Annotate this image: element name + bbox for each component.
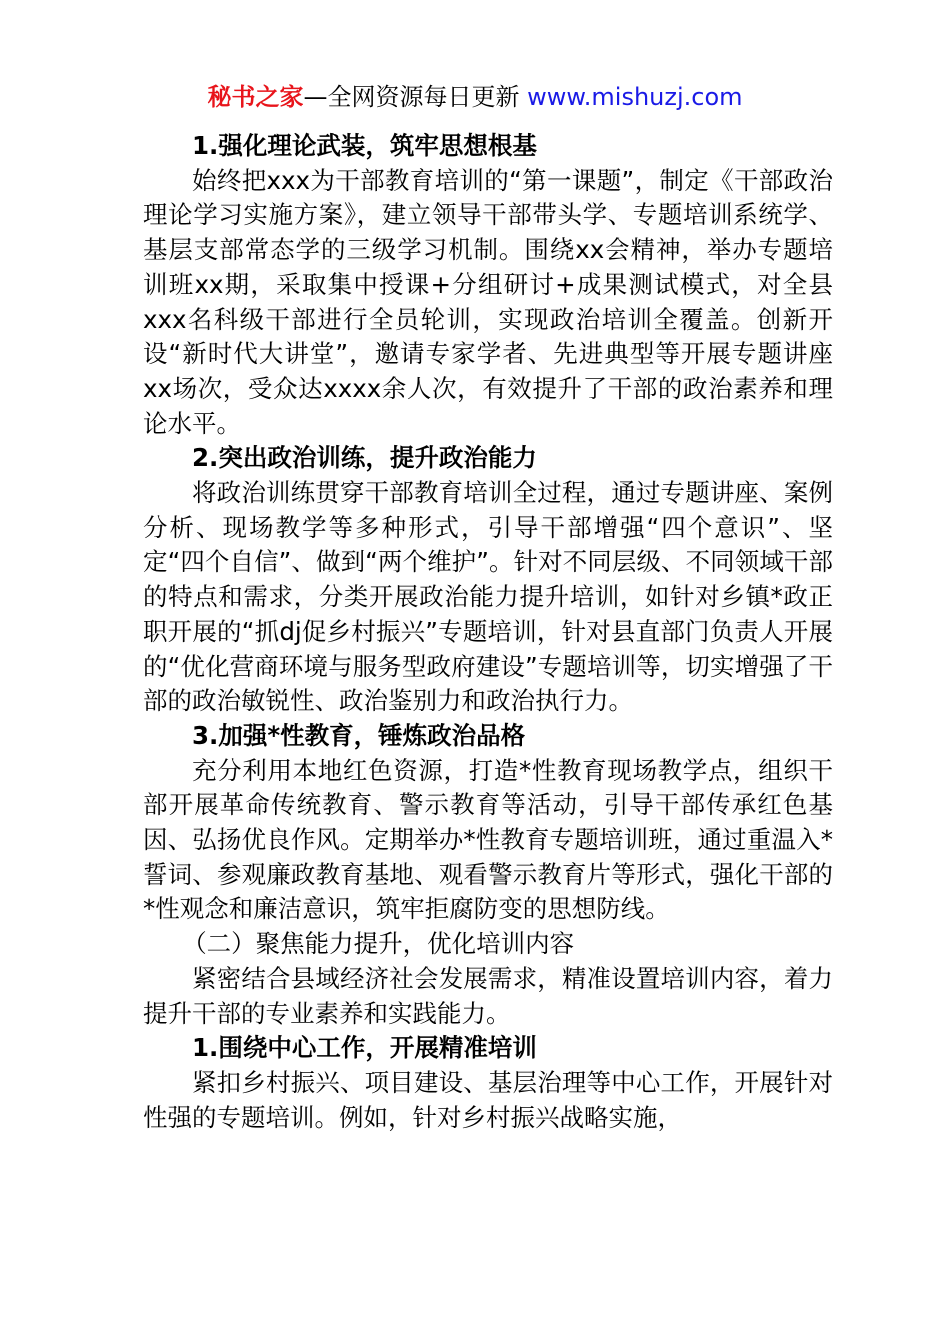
section-heading-2: 2.突出政治训练，提升政治能力 [192,443,537,473]
paragraph-2: 将政治训练贯穿干部教育培训全过程，通过专题讲座、案例分析、现场教学等多种形式，引导干部增强“四个意识”、坚定“四个自信”、做到“两个维护”。针对不同层级、不同领域干部的特点和需求，分类开展政治能力提升培训，如针对乡镇*政正职开展的“抓dj促乡村振兴”专题培训，针对县直部门负责人开展的“优化营商环境与服务型政府建设”专题培训等，切实增强了干部的政治敏锐性、政治鉴别力和政治执行力。 [143,478,833,716]
paragraph-1: 始终把xxx为干部教育培训的“第一课题”，制定《干部政治理论学习实施方案》，建立领导干部带头学、专题培训系统学、基层支部常态学的三级学习机制。围绕xx会精神，举办专题培训班xx期，采取集中授课+分组研讨+成果测试模式，对全县xxx名科级干部进行全员轮训，实现政治培训全覆盖。创新开设“新时代大讲堂”，邀请专家学者、先进典型等开展专题讲座xx场次，受众达xxxx余人次，有效提升了干部的政治素养和理论水平。 [143,165,833,438]
paragraph-3: 充分利用本地红色资源，打造*性教育现场教学点，组织干部开展革命传统教育、警示教育等活动，引导干部传承红色基因、弘扬优良作风。定期举办*性教育专题培训班，通过重温入*誓词、参观廉政教育基地、观看警示教育片等形式，强化干部的*性观念和廉洁意识，筑牢拒腐防变的思想防线。 [143,755,833,924]
section-heading-1: 1.强化理论武装，筑牢思想根基 [192,131,537,160]
section-heading-4: 1.围绕中心工作，开展精准培训 [192,1033,537,1063]
brand-name: 秘书之家 [207,83,304,111]
paragraph-5: 紧扣乡村振兴、项目建设、基层治理等中心工作，开展针对性强的专题培训。例如，针对乡村振兴战略实施， [143,1067,833,1132]
document-body [143,129,833,1135]
subsection-heading: （二）聚焦能力提升，优化培训内容 [182,929,575,959]
header-tagline: —全网资源每日更新 [303,83,520,111]
page-header [0,80,950,114]
site-url-link[interactable]: www.mishuzj.com [527,83,743,111]
section-heading-3: 3.加强*性教育，锤炼政治品格 [192,720,526,750]
paragraph-4: 紧密结合县域经济社会发展需求，精准设置培训内容，着力提升干部的专业素养和实践能力。 [143,963,833,1028]
